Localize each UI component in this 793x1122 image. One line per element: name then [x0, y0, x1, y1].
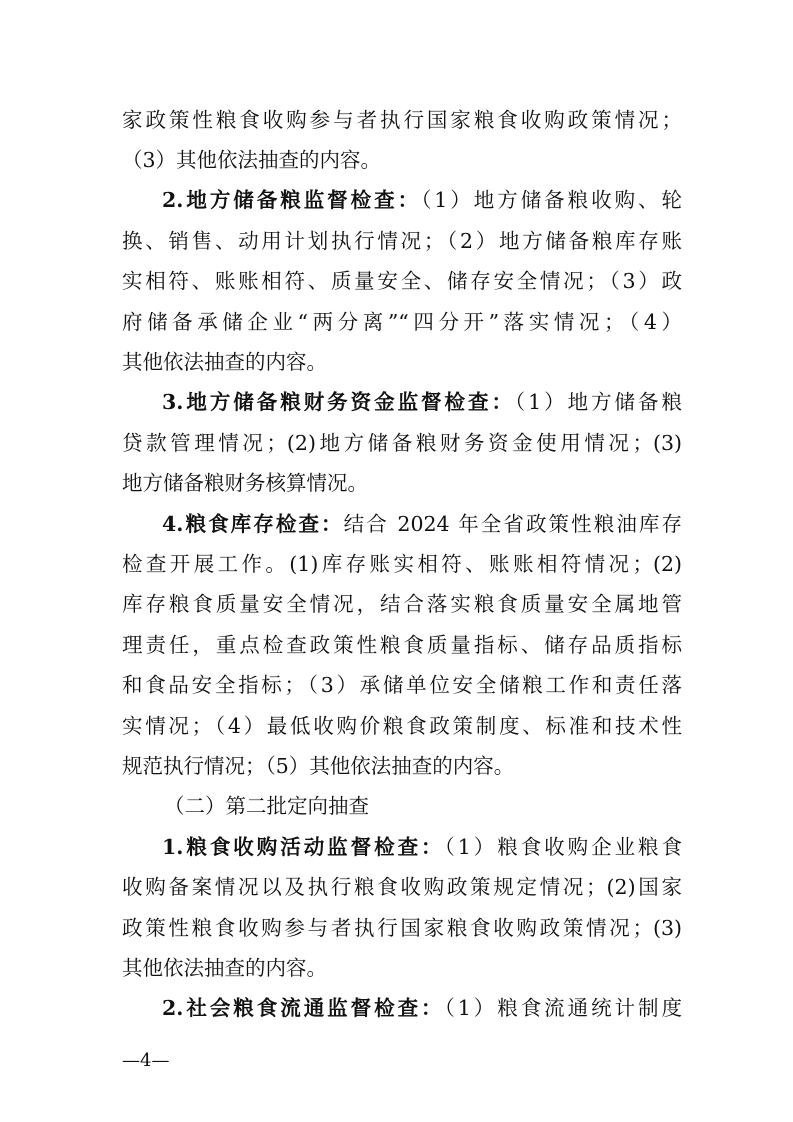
subsection-title: （二）第二批定向抽查 [164, 794, 369, 818]
body-line-13 [122, 592, 682, 618]
section-heading: 2.社会粮食流通监督检查： [162, 996, 445, 1020]
line-text: （1）粮食流通统计制度 [444, 996, 682, 1020]
body-line-20 [122, 875, 682, 901]
line-text: （1）地方储备粮收购、轮 [421, 188, 682, 212]
page-number: —4— [122, 1050, 170, 1071]
line-text: （1）地方储备粮 [514, 390, 682, 414]
line-text: 地方储备粮财务核算情况。 [122, 471, 368, 495]
line-text: 规范执行情况；（5）其他依法抽查的内容。 [122, 754, 515, 778]
heading-line-2 [162, 188, 682, 214]
body-line-7 [122, 350, 682, 376]
body-line-15 [122, 673, 682, 699]
line-text: 库存粮食质量安全情况，结合落实粮食质量安全属地管 [122, 592, 682, 616]
line-text: 其他依法抽查的内容。 [122, 350, 327, 374]
heading-line-6 [162, 996, 682, 1022]
line-text: 贷款管理情况；(2)地方储备粮财务资金使用情况；(3) [122, 431, 682, 455]
line-text: 收购备案情况以及执行粮食收购政策规定情况；(2)国家 [122, 875, 682, 899]
line-text: 府储备承储企业“两分离”“四分开”落实情况；（4） [122, 310, 682, 334]
heading-line-4 [162, 512, 682, 538]
body-line-21 [122, 916, 682, 942]
body-line-2 [122, 148, 682, 174]
line-text: 理责任，重点检查政策性粮食质量指标、储存品质指标 [122, 633, 682, 657]
body-line-12 [122, 552, 682, 578]
line-text: 其他依法抽查的内容。 [122, 956, 327, 980]
body-line-22 [122, 956, 682, 982]
body-line-1 [122, 108, 682, 134]
line-text: 实相符、账账相符、质量安全、储存安全情况；（3）政 [122, 269, 682, 293]
line-text: （1）粮食收购企业粮食 [444, 835, 682, 859]
body-line-4 [122, 229, 682, 255]
body-line-9 [122, 431, 682, 457]
body-line-17 [122, 754, 682, 780]
line-text: 换、销售、动用计划执行情况；（2）地方储备粮库存账 [122, 229, 682, 253]
heading-line-5 [162, 835, 682, 861]
line-text: 政策性粮食收购参与者执行国家粮食收购政策情况；(3) [122, 916, 682, 940]
line-text: 实情况；（4）最低收购价粮食政策制度、标准和技术性 [122, 714, 682, 738]
line-text: 检查开展工作。(1)库存账实相符、账账相符情况；(2) [122, 552, 682, 576]
line-text: 结合 2024 年全省政策性粮油库存 [343, 512, 682, 536]
line-text: （3）其他依法抽查的内容。 [122, 148, 382, 172]
section-heading: 4.粮食库存检查： [162, 512, 344, 536]
heading-line-3 [162, 390, 682, 416]
section-heading: 1.粮食收购活动监督检查： [162, 835, 445, 859]
body-line-16 [122, 714, 682, 740]
body-line-10 [122, 471, 682, 497]
body-line-5 [122, 269, 682, 295]
section-heading: 2.地方储备粮监督检查： [162, 188, 422, 212]
body-line-14 [122, 633, 682, 659]
section-heading: 3.地方储备粮财务资金监督检查： [162, 390, 515, 414]
line-text: 家政策性粮食收购参与者执行国家粮食收购政策情况； [122, 108, 682, 132]
body-line-6 [122, 310, 682, 336]
line-text: 和食品安全指标；（3）承储单位安全储粮工作和责任落 [122, 673, 682, 697]
subheading-line [164, 794, 564, 820]
